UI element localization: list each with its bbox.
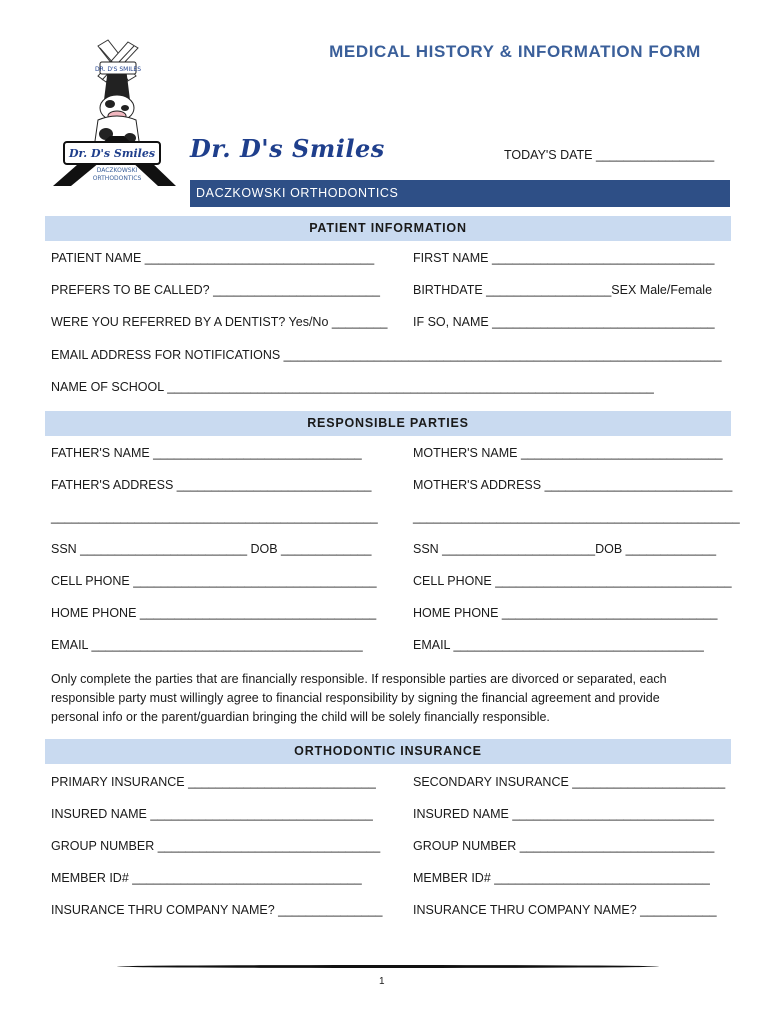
primary-group-number-field[interactable]: GROUP NUMBER ________________________________ (51, 839, 381, 853)
brand-name: Dr. D's Smiles (190, 134, 385, 163)
form-title: MEDICAL HISTORY & INFORMATION FORM (329, 42, 701, 61)
father-ssn-dob-field[interactable]: SSN ________________________ DOB _____________ (51, 542, 372, 556)
father-name-field[interactable]: FATHER'S NAME ______________________________ (51, 446, 362, 460)
primary-insurance-field[interactable]: PRIMARY INSURANCE ___________________________ (51, 775, 376, 789)
primary-insured-name-field[interactable]: INSURED NAME ________________________________ (51, 807, 373, 821)
mother-home-phone-field[interactable]: HOME PHONE _______________________________ (413, 606, 718, 620)
todays-date-field[interactable]: TODAY'S DATE _________________ (504, 148, 715, 162)
svg-text:DACZKOWSKI: DACZKOWSKI (96, 167, 138, 174)
financial-responsibility-note: Only complete the parties that are financially responsible. If responsible parties are divorced or separated, each responsible party must willingly agree to financial responsibility by signing the financial agreement and provide personal info or the parent/guardian bringing the child will be solely financially responsible. (51, 672, 667, 724)
windmill-cow-logo-icon (48, 38, 178, 193)
svg-text:ORTHODONTICS: ORTHODONTICS (92, 175, 142, 182)
patient-name-field[interactable]: PATIENT NAME _________________________________ (51, 251, 375, 265)
mother-name-field[interactable]: MOTHER'S NAME _____________________________ (413, 446, 723, 460)
page-number: 1 (379, 976, 385, 987)
practice-logo (48, 38, 178, 193)
notification-email-field[interactable]: EMAIL ADDRESS FOR NOTIFICATIONS _______________________________________________________________ (51, 348, 722, 362)
secondary-insurance-field[interactable]: SECONDARY INSURANCE ______________________ (413, 775, 726, 789)
referring-dentist-name-field[interactable]: IF SO, NAME ________________________________ (413, 315, 715, 329)
prefers-to-be-called-field[interactable]: PREFERS TO BE CALLED? ________________________ (51, 283, 380, 297)
secondary-insured-name-field[interactable]: INSURED NAME _____________________________ (413, 807, 714, 821)
primary-member-id-field[interactable]: MEMBER ID# _________________________________ (51, 871, 362, 885)
mother-cell-phone-field[interactable]: CELL PHONE __________________________________ (413, 574, 732, 588)
first-name-field[interactable]: FIRST NAME ________________________________ (413, 251, 715, 265)
section-patient-information: PATIENT INFORMATION (45, 216, 731, 241)
father-address-line2-field[interactable]: _______________________________________________ (51, 510, 378, 524)
svg-text:Dr. D's Smiles: Dr. D's Smiles (68, 147, 156, 160)
secondary-insurance-company-field[interactable]: INSURANCE THRU COMPANY NAME? ___________ (413, 903, 717, 917)
father-address-field[interactable]: FATHER'S ADDRESS ____________________________ (51, 478, 372, 492)
secondary-group-number-field[interactable]: GROUP NUMBER ____________________________ (413, 839, 715, 853)
svg-text:DR. D'S SMILES: DR. D'S SMILES (94, 66, 142, 73)
footer-divider (117, 965, 659, 968)
secondary-member-id-field[interactable]: MEMBER ID# _______________________________ (413, 871, 710, 885)
father-cell-phone-field[interactable]: CELL PHONE ___________________________________ (51, 574, 377, 588)
mother-address-field[interactable]: MOTHER'S ADDRESS ___________________________ (413, 478, 733, 492)
birthdate-sex-field[interactable]: BIRTHDATE __________________SEX Male/Female (413, 283, 713, 297)
father-email-field[interactable]: EMAIL _______________________________________ (51, 638, 363, 652)
father-home-phone-field[interactable]: HOME PHONE __________________________________ (51, 606, 377, 620)
referred-by-dentist-field[interactable]: WERE YOU REFERRED BY A DENTIST? Yes/No ________ (51, 315, 388, 329)
primary-insurance-company-field[interactable]: INSURANCE THRU COMPANY NAME? _______________ (51, 903, 383, 917)
school-name-field[interactable]: NAME OF SCHOOL ______________________________________________________________________ (51, 380, 654, 394)
section-responsible-parties: RESPONSIBLE PARTIES (45, 411, 731, 436)
mother-email-field[interactable]: EMAIL ____________________________________ (413, 638, 704, 652)
practice-name-bar: DACZKOWSKI ORTHODONTICS (190, 180, 730, 207)
section-orthodontic-insurance: ORTHODONTIC INSURANCE (45, 739, 731, 764)
mother-ssn-dob-field[interactable]: SSN ______________________DOB _____________ (413, 542, 717, 556)
mother-address-line2-field[interactable]: _______________________________________________ (413, 510, 740, 524)
